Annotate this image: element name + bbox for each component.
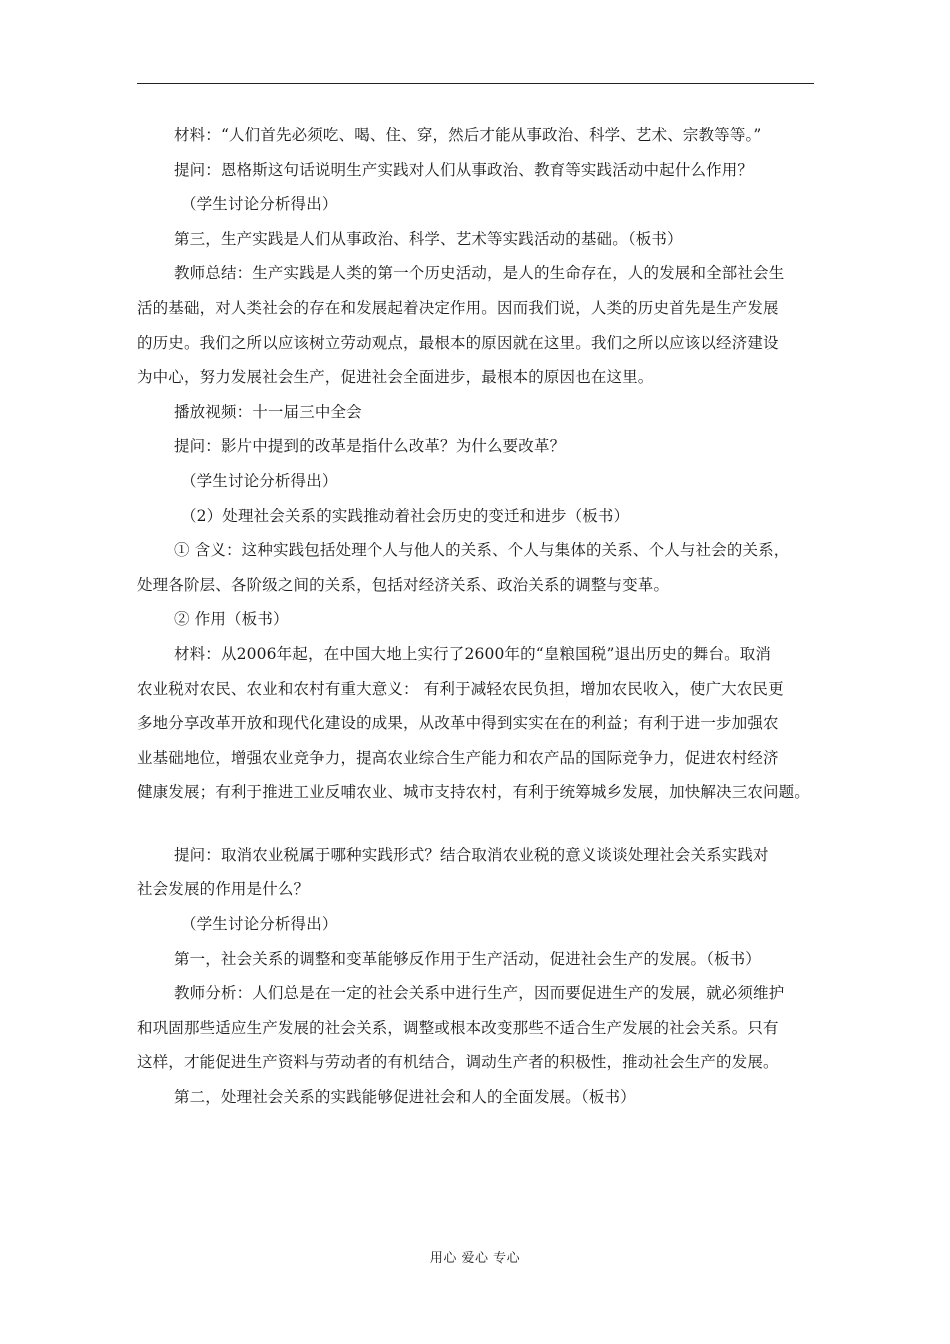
paragraph-line: 为中心，努力发展社会生产，促进社会全面进步，最根本的原因也在这里。	[137, 368, 654, 387]
paragraph-line: 教师总结：生产实践是人类的第一个历史活动，是人的生命存在，人的发展和全部社会生	[174, 264, 785, 283]
header-rule	[137, 83, 814, 84]
paragraph-line: （学生讨论分析得出）	[181, 195, 338, 214]
paragraph-line: 材料：从2006年起，在中国大地上实行了2600年的“皇粮国税”退出历史的舞台。取消	[174, 644, 772, 663]
page-footer: 用心 爱心 专心	[429, 1251, 521, 1266]
paragraph-line: 社会发展的作用是什么？	[137, 880, 310, 899]
paragraph-line: ② 作用（板书）	[174, 610, 289, 629]
paragraph-line: 教师分析：人们总是在一定的社会关系中进行生产，因而要促进生产的发展，就必须维护	[174, 984, 785, 1003]
paragraph-line: 第三，生产实践是人们从事政治、科学、艺术等实践活动的基础。（板书）	[174, 229, 683, 248]
paragraph-line: 业基础地位，增强农业竞争力，提高农业综合生产能力和农产品的国际竞争力，促进农村经济	[137, 748, 779, 767]
paragraph-line: 提问：取消农业税属于哪种实践形式？结合取消农业税的意义谈谈处理社会关系实践对	[174, 845, 769, 864]
paragraph-line: 第一，社会关系的调整和变革能够反作用于生产活动，促进社会生产的发展。（板书）	[174, 949, 761, 968]
paragraph-line: 第二，处理社会关系的实践能够促进社会和人的全面发展。（板书）	[174, 1088, 636, 1107]
paragraph-line: （2）处理社会关系的实践推动着社会历史的变迁和进步（板书）	[181, 506, 630, 525]
paragraph-line: 提问：恩格斯这句话说明生产实践对人们从事政治、教育等实践活动中起什么作用？	[174, 160, 754, 179]
paragraph-line: （学生讨论分析得出）	[181, 915, 338, 934]
paragraph-line: ① 含义：这种实践包括处理个人与他人的关系、个人与集体的关系、个人与社会的关系，	[174, 541, 790, 560]
paragraph-line: 活的基础，对人类社会的存在和发展起着决定作用。因而我们说，人类的历史首先是生产发展	[137, 298, 779, 317]
paragraph-line: 这样，才能促进生产资料与劳动者的有机结合，调动生产者的积极性，推动社会生产的发展。	[137, 1053, 779, 1072]
paragraph-line: 处理各阶层、各阶级之间的关系，包括对经济关系、政治关系的调整与变革。	[137, 575, 670, 594]
paragraph-line: 农业税对农民、农业和农村有重大意义： 有利于减轻农民负担，增加农民收入，使广大农民更	[137, 679, 784, 698]
paragraph-line: （学生讨论分析得出）	[181, 471, 338, 490]
paragraph-line: 多地分享改革开放和现代化建设的成果，从改革中得到实实在在的利益；有利于进一步加强农	[137, 714, 779, 733]
paragraph-gap	[137, 810, 827, 838]
paragraph-line: 播放视频：十一届三中全会	[174, 402, 362, 421]
paragraph-line: 和巩固那些适应生产发展的社会关系，调整或根本改变那些不适合生产发展的社会关系。只有	[137, 1018, 779, 1037]
paragraph-line: 提问：影片中提到的改革是指什么改革？为什么要改革？	[174, 437, 566, 456]
paragraph-line: 健康发展；有利于推进工业反哺农业、城市支持农村，有利于统筹城乡发展，加快解决三农问题。	[137, 783, 810, 802]
paragraph-line: 的历史。我们之所以应该树立劳动观点，最根本的原因就在这里。我们之所以应该以经济建设	[137, 333, 779, 352]
document-body	[137, 118, 827, 1115]
paragraph-line: 材料：“人们首先必须吃、喝、住、穿，然后才能从事政治、科学、艺术、宗教等等。”	[174, 126, 762, 144]
